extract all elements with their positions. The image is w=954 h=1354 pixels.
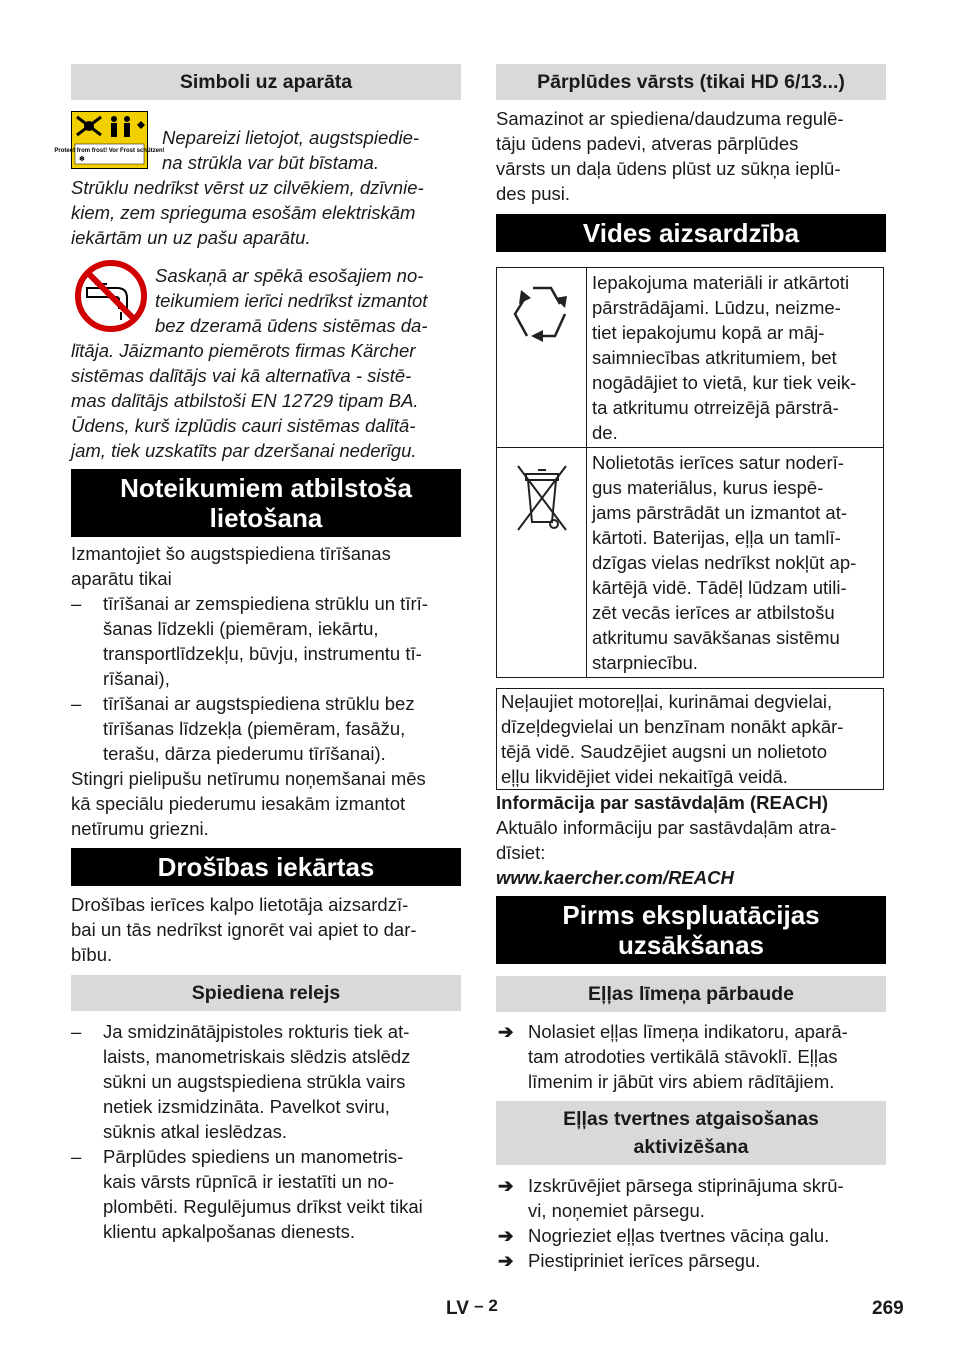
water-line-5: sistēmas dalītājs vai kā alternatīva - sistē- xyxy=(71,365,412,386)
proper-use-section: Izmantojiet šo augstspiediena tīrīšanas aparātu tikai – tīrīšanai ar zemspiediena strūklu un tīrī- šanas līdzekli (piemēram, iekārtu, transportlīdzekļu, būvju, instrumentu tī- rīšanai), – tīrīšanai ar augstspiediena strūklu bez tīrīšanas līdzekļa (piemēram, fasāžu, terašu, dārza piederumu tīrīšanai). Stingri pielipušu netīrumu noņemšanai mēs kā speciālu piederumu iesakām izmantot netīrumu griezni. xyxy=(71,541,461,841)
list-item: ➔ Nolasiet eļļas līmeņa indikatoru, aparā- tam atrodoties vertikālā stāvoklī. Eļļas līmenim ir jābūt virs abiem rādītājiem. xyxy=(498,1021,848,1092)
safety-heading: Drošības iekārtas xyxy=(71,848,461,886)
symbols-heading: Simboli uz aparāta xyxy=(71,64,461,100)
table-row: Iepakojuma materiāli ir atkārtoti pārstrādājami. Lūdzu, neizme- tiet iepakojumu kopā ar māj- saimniecības atkritumiem, bet nogādājiet to vietā, kur tiek veik- ta atkritumu otrreizējā pārstrā- de. xyxy=(497,268,884,448)
page-number: 269 xyxy=(872,1298,904,1319)
warning-line-1: Nepareizi lietojot, augstspiedie- xyxy=(162,127,420,148)
arrow-icon: ➔ xyxy=(498,1021,514,1042)
list-item: ➔ Izskrūvējiet pārsega stiprinājuma skrū- vi, noņemiet pārsegu. xyxy=(498,1175,844,1221)
water-line-3: bez dzeramā ūdens sistēmas da- xyxy=(155,315,428,336)
water-line-8: jam, tiek uzskatīts par dzeršanai nederīgu. xyxy=(71,440,417,461)
warning-line-5: iekārtām un uz pašu aparātu. xyxy=(71,227,311,248)
pressure-switch-heading: Spiediena relejs xyxy=(71,975,461,1011)
environment-table xyxy=(496,267,884,678)
safety-section: Drošības ierīces kalpo lietotāja aizsardzī- bai un tās nedrīkst ignorēt vai apiet to dar- bību. xyxy=(71,894,417,965)
arrow-icon: ➔ xyxy=(498,1225,514,1246)
water-line-1: Saskaņā ar spēkā esošajiem no- xyxy=(155,265,424,286)
oil-level-section xyxy=(496,1019,886,1094)
list-item: – tīrīšanai ar augstspiediena strūklu bez tīrīšanas līdzekļa (piemēram, fasāžu, terašu, dārza piederumu tīrīšanai). xyxy=(71,693,415,764)
warning-block xyxy=(54,111,461,250)
crossed-bin-icon xyxy=(512,460,572,536)
warning-line-4: kiem, zem sprieguma esošām elektriskām xyxy=(71,202,416,223)
no-drinking-water-icon xyxy=(73,258,149,334)
left-column xyxy=(54,64,461,1244)
reach-section: Informācija par sastāvdaļām (REACH) Aktuālo informāciju par sastāvdaļām atra- dīsiet: www.kaercher.com/REACH xyxy=(496,790,886,890)
reach-link[interactable]: www.kaercher.com/REACH xyxy=(496,867,734,888)
water-line-6: mas dalītājs atbilstoši EN 12729 tipam BA. xyxy=(71,390,419,411)
right-column xyxy=(496,64,886,1273)
water-block xyxy=(71,258,461,463)
reach-title: Informācija par sastāvdaļām (REACH) xyxy=(496,792,829,813)
overflow-section: Samazinot ar spiediena/daudzuma regulē- tāju ūdens padevi, atveras pārplūdes vārsts un daļa ūdens plūst uz sūkņa ieplū- des pusi. xyxy=(496,108,844,204)
pressure-section xyxy=(71,1019,461,1244)
overflow-valve-heading: Pārplūdes vārsts (tikai HD 6/13...) xyxy=(496,64,886,100)
frost-label: Protect from frost! Vor Frost schützen! xyxy=(54,148,165,154)
high-pressure-warning-icon xyxy=(54,111,165,169)
oil-disposal-box: Neļaujiet motoreļļai, kurināmai degvielai, dīzeļdegvielai un benzīnam nonākt apkār- tējā vidē. Saudzējiet augsni un nolietoto eļļu likvidējiet videi nekaitīgā veidā. xyxy=(496,688,884,790)
footer-language: LV – 2 xyxy=(446,1296,498,1319)
proper-use-heading: Noteikumiem atbilstoša lietošana xyxy=(71,469,461,537)
list-item: – Pārplūdes spiediens un manometris- kais vārsts rūpnīcā ir iestatīti un no- plombēti. Regulējumus drīkst veikt tikai klientu apkalpošanas dienests. xyxy=(71,1146,423,1242)
water-line-4: lītāja. Jāizmanto piemērots firmas Kärcher xyxy=(71,340,416,361)
list-item: ➔ Piestipriniet ierīces pārsegu. xyxy=(498,1250,761,1271)
oil-level-heading: Eļļas līmeņa pārbaude xyxy=(496,976,886,1012)
environment-heading: Vides aizsardzība xyxy=(496,214,886,252)
oil-vent-section xyxy=(496,1173,886,1273)
list-item: ➔ Nogrieziet eļļas tvertnes vāciņa galu. xyxy=(498,1225,830,1246)
arrow-icon: ➔ xyxy=(498,1175,514,1196)
recycle-icon xyxy=(505,280,579,346)
startup-heading: Pirms ekspluatācijas uzsākšanas xyxy=(496,896,886,964)
table-row: Nolietotās ierīces satur noderī- gus materiālus, kurus iespē- jams pārstrādāt un izmantot at- kārtoti. Baterijas, eļļa un tamlī- dzīgas vielas nedrīkst nokļūt ap- kārtējā vidē. Tādēļ lūdzam utili- zēt vecās ierīces ar atbilstošu atkritumu savākšanas sistēmu starpniecību. xyxy=(497,448,884,678)
warning-line-3: Strūklu nedrīkst vērst uz cilvēkiem, dzīvnie- xyxy=(71,177,424,198)
arrow-icon: ➔ xyxy=(498,1250,514,1271)
warning-line-2: na strūkla var būt bīstama. xyxy=(162,152,379,173)
water-line-2: teikumiem ierīci nedrīkst izmantot xyxy=(155,290,428,311)
list-item: – tīrīšanai ar zemspiediena strūklu un tīrī- šanas līdzekli (piemēram, iekārtu, transportlīdzekļu, būvju, instrumentu tī- rīšanai), xyxy=(71,593,428,689)
svg-text:❄: ❄ xyxy=(79,156,85,163)
list-item: – Ja smidzinātājpistoles rokturis tiek at- laists, manometriskais slēdzis atslēdz sūkni un augstspiediena strūkla vairs netiek izsmidzināta. Pavelkot sviru, sūknis atkal ieslēdzas. xyxy=(71,1021,411,1142)
water-line-7: Ūdens, kurš izplūdis cauri sistēmas dalītā- xyxy=(71,415,416,436)
oil-vent-heading: Eļļas tvertnes atgaisošanas aktivizēšana xyxy=(496,1101,886,1165)
